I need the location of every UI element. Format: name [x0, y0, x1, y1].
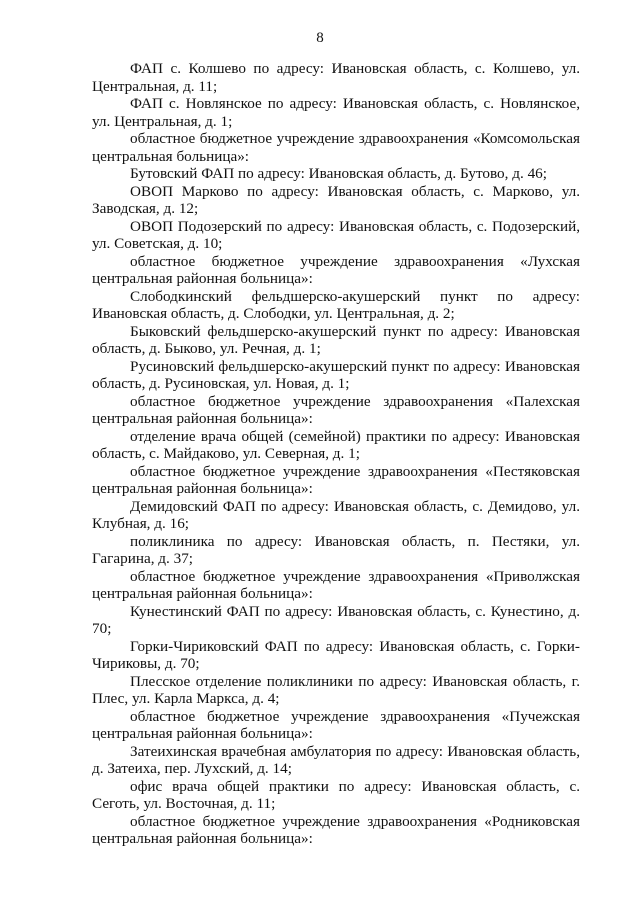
paragraph: Слободкинский фельдшерско-акушерский пункт по адресу: Ивановская область, д. Слободки, ул. Центральная, д. 2; [92, 287, 580, 322]
paragraph: Горки-Чириковский ФАП по адресу: Ивановская область, с. Горки-Чириковы, д. 70; [92, 637, 580, 672]
paragraph: ФАП с. Новлянское по адресу: Ивановская область, с. Новлянское, ул. Центральная, д. 1; [92, 95, 580, 130]
paragraph: областное бюджетное учреждение здравоохранения «Комсомольская центральная больница»: [92, 130, 580, 165]
paragraph: областное бюджетное учреждение здравоохранения «Лухская центральная районная больница»: [92, 252, 580, 287]
paragraph: отделение врача общей (семейной) практики по адресу: Ивановская область, с. Майдаково, ул. Северная, д. 1; [92, 427, 580, 462]
paragraph: ОВОП Марково по адресу: Ивановская область, с. Марково, ул. Заводская, д. 12; [92, 182, 580, 217]
paragraph: областное бюджетное учреждение здравоохранения «Пучежская центральная районная больница»: [92, 707, 580, 742]
paragraph: Демидовский ФАП по адресу: Ивановская область, с. Демидово, ул. Клубная, д. 16; [92, 497, 580, 532]
paragraph: ОВОП Подозерский по адресу: Ивановская область, с. Подозерский, ул. Советская, д. 10; [92, 217, 580, 252]
paragraph: Плесское отделение поликлиники по адресу: Ивановская область, г. Плес, ул. Карла Маркса, д. 4; [92, 672, 580, 707]
paragraph: Русиновский фельдшерско-акушерский пункт по адресу: Ивановская область, д. Русиновская, ул. Новая, д. 1; [92, 357, 580, 392]
paragraph: областное бюджетное учреждение здравоохранения «Палехская центральная районная больница»: [92, 392, 580, 427]
paragraph: областное бюджетное учреждение здравоохранения «Пестяковская центральная районная больница»: [92, 462, 580, 497]
page-number: 8 [316, 30, 324, 46]
paragraph: Кунестинский ФАП по адресу: Ивановская область, с. Кунестино, д. 70; [92, 602, 580, 637]
paragraph: офис врача общей практики по адресу: Ивановская область, с. Сеготь, ул. Восточная, д. 11; [92, 777, 580, 812]
paragraph: областное бюджетное учреждение здравоохранения «Приволжская центральная районная больница»: [92, 567, 580, 602]
paragraph: Бутовский ФАП по адресу: Ивановская область, д. Бутово, д. 46; [130, 165, 547, 182]
paragraph: областное бюджетное учреждение здравоохранения «Родниковская центральная районная больница»: [92, 812, 580, 847]
document-body [92, 60, 580, 848]
paragraph: ФАП с. Колшево по адресу: Ивановская область, с. Колшево, ул. Центральная, д. 11; [92, 60, 580, 95]
paragraph: Быковский фельдшерско-акушерский пункт по адресу: Ивановская область, д. Быково, ул. Речная, д. 1; [92, 322, 580, 357]
paragraph: поликлиника по адресу: Ивановская область, п. Пестяки, ул. Гагарина, д. 37; [92, 532, 580, 567]
paragraph: Затеихинская врачебная амбулатория по адресу: Ивановская область, д. Затеиха, пер. Лухский, д. 14; [92, 742, 580, 777]
